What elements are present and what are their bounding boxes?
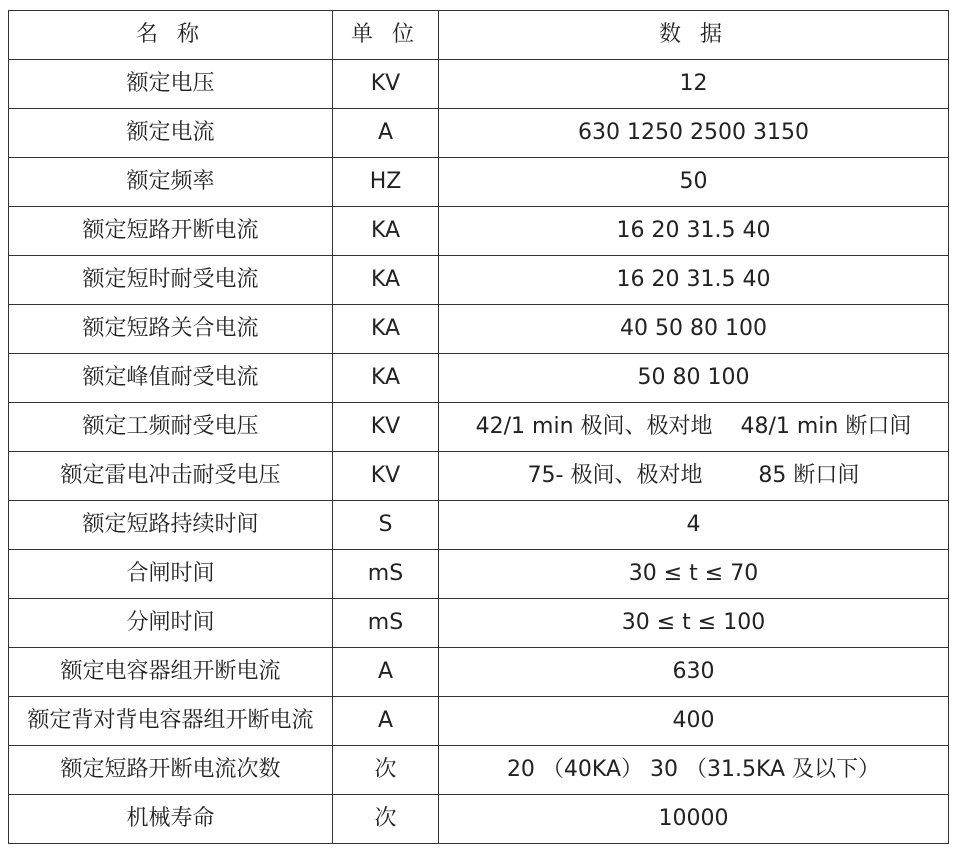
param-unit: HZ (333, 158, 439, 207)
param-unit: KA (333, 207, 439, 256)
param-name: 额定电容器组开断电流 (9, 648, 333, 697)
table-row (9, 305, 949, 354)
table-row (9, 697, 949, 746)
table-row (9, 60, 949, 109)
header-unit: 单 位 (333, 11, 439, 60)
param-value: 30 ≤ t ≤ 100 (439, 599, 949, 648)
param-name: 额定电流 (9, 109, 333, 158)
param-unit: A (333, 648, 439, 697)
param-value: 630 1250 2500 3150 (439, 109, 949, 158)
param-value: 16 20 31.5 40 (439, 256, 949, 305)
table-row (9, 795, 949, 844)
param-name: 额定背对背电容器组开断电流 (9, 697, 333, 746)
param-value: 42/1 min 极间、极对地 48/1 min 断口间 (439, 403, 949, 452)
param-name: 额定电压 (9, 60, 333, 109)
header-name: 名 称 (9, 11, 333, 60)
param-value: 16 20 31.5 40 (439, 207, 949, 256)
table-row (9, 599, 949, 648)
param-unit: 次 (333, 746, 439, 795)
table-row (9, 354, 949, 403)
param-unit: A (333, 697, 439, 746)
param-unit: KA (333, 305, 439, 354)
table-row (9, 452, 949, 501)
param-unit: S (333, 501, 439, 550)
param-value: 30 ≤ t ≤ 70 (439, 550, 949, 599)
param-name: 合闸时间 (9, 550, 333, 599)
param-value: 12 (439, 60, 949, 109)
param-value: 50 80 100 (439, 354, 949, 403)
table-row (9, 207, 949, 256)
param-name: 额定工频耐受电压 (9, 403, 333, 452)
param-name: 额定短路开断电流次数 (9, 746, 333, 795)
param-unit: KV (333, 60, 439, 109)
spec-table (8, 10, 949, 844)
param-name: 额定短路开断电流 (9, 207, 333, 256)
param-unit: 次 (333, 795, 439, 844)
header-data: 数 据 (439, 11, 949, 60)
param-value: 4 (439, 501, 949, 550)
table-row (9, 256, 949, 305)
param-value: 400 (439, 697, 949, 746)
table-row (9, 746, 949, 795)
table-row (9, 648, 949, 697)
param-name: 额定短路关合电流 (9, 305, 333, 354)
param-name: 额定频率 (9, 158, 333, 207)
param-unit: KA (333, 354, 439, 403)
param-value: 10000 (439, 795, 949, 844)
param-name: 机械寿命 (9, 795, 333, 844)
param-unit: KA (333, 256, 439, 305)
param-name: 额定雷电冲击耐受电压 (9, 452, 333, 501)
param-name: 额定峰值耐受电流 (9, 354, 333, 403)
param-value: 50 (439, 158, 949, 207)
param-name: 额定短路持续时间 (9, 501, 333, 550)
table-row (9, 109, 949, 158)
table-row (9, 403, 949, 452)
param-unit: KV (333, 403, 439, 452)
param-unit: KV (333, 452, 439, 501)
param-unit: A (333, 109, 439, 158)
table-row (9, 550, 949, 599)
param-value: 40 50 80 100 (439, 305, 949, 354)
param-name: 分闸时间 (9, 599, 333, 648)
header-row (9, 11, 949, 60)
param-name: 额定短时耐受电流 (9, 256, 333, 305)
param-value: 75- 极间、极对地 85 断口间 (439, 452, 949, 501)
param-unit: mS (333, 550, 439, 599)
param-value: 630 (439, 648, 949, 697)
param-unit: mS (333, 599, 439, 648)
param-value: 20 （40KA） 30 （31.5KA 及以下） (439, 746, 949, 795)
table-row (9, 158, 949, 207)
table-row (9, 501, 949, 550)
